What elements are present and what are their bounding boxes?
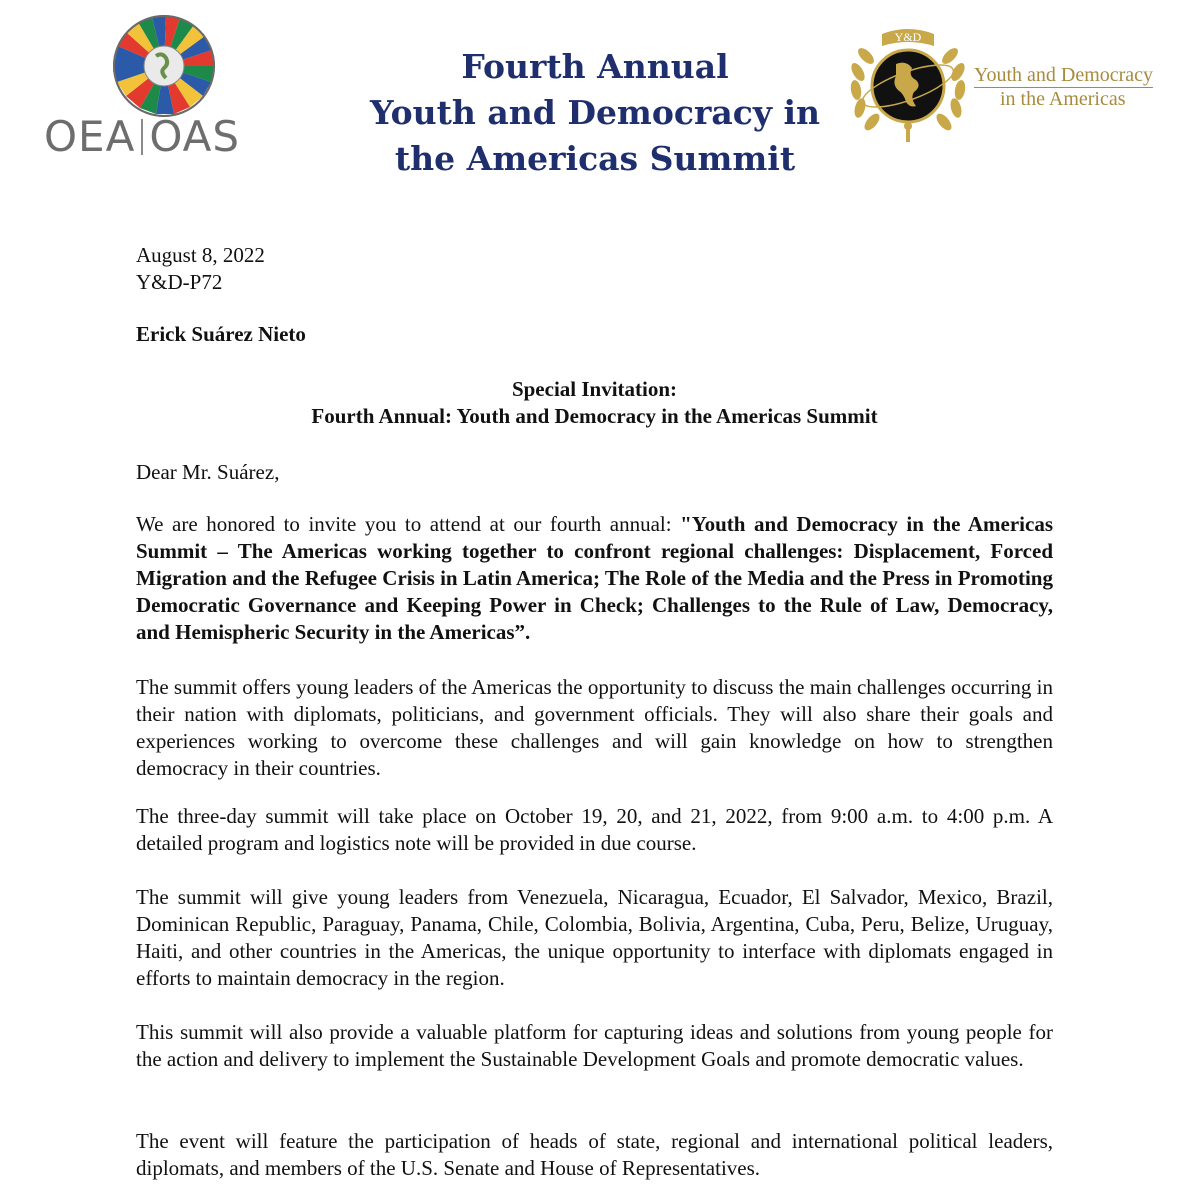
paragraph-schedule: The three-day summit will take place on October 19, 20, and 21, 2022, from 9:00 a.m. to 4:00 p.m. A detailed program and logistics note will be provided in due course. (136, 804, 1053, 855)
yd-wordmark (974, 64, 1153, 110)
title-line-1: Fourth Annual (461, 47, 729, 86)
paragraph-summit-offers: The summit offers young leaders of the Americas the opportunity to discuss the main challenges occurring in their nation with diplomats, politicians, and government officials. They will also share their goals and experiences working to overcome these challenges and will gain knowledge on how to strengthen democracy in their countries. (136, 675, 1053, 780)
letter-date: August 8, 2022 (136, 243, 265, 267)
yd-emblem-text: Y&D (894, 30, 922, 44)
salutation: Dear Mr. Suárez, (136, 460, 280, 484)
oas-wordmark-left: OEA (44, 112, 136, 161)
subject-line-2: Fourth Annual: Youth and Democracy in the Americas Summit (311, 404, 878, 428)
title-line-2: Youth and Democracy in (369, 93, 821, 132)
title-line-3: the Americas Summit (394, 139, 796, 178)
paragraph-countries: The summit will give young leaders from Venezuela, Nicaragua, Ecuador, El Salvador, Mexico, Brazil, Dominican Republic, Paraguay, Panama, Chile, Colombia, Bolivia, Argentina, Cuba, Peru, Belize, Uruguay, Haiti, and other countries in the Americas, the unique opportunity to interface with diplomats engaged in efforts to maintain democracy in the region. (136, 885, 1053, 990)
letter-subject (136, 376, 1053, 430)
oas-wordmark-divider (141, 119, 143, 155)
oas-logo (40, 8, 250, 161)
paragraph-participants: The event will feature the participation of heads of state, regional and international political leaders, diplomats, and members of the U.S. Senate and House of Representatives. (136, 1129, 1053, 1180)
subject-line-1: Special Invitation: (511, 377, 678, 401)
summit-title (360, 44, 830, 182)
oas-seal-icon (92, 8, 237, 118)
yd-wordmark-line-1: Youth and Democracy (974, 64, 1154, 86)
yd-wordmark-line-2: in the Americas (1000, 88, 1126, 110)
letter-reference: Y&D-P72 (136, 270, 223, 294)
letter-date-block (136, 242, 265, 296)
paragraph-invitation-summit-title: "Youth and Democracy in the Americas Summit – The Americas working together to confront regional challenges: Displacement, Forced Migration and the Refugee Crisis in Latin America; The Role of the Media and the Press in Promoting Democratic Governance and Keeping Power in Check; Challenges to the Rule of Law, Democracy, and Hemispheric Security in the Americas”. (136, 512, 1054, 644)
yd-globe-emblem-icon (842, 20, 974, 148)
oas-wordmark-right: OAS (149, 112, 241, 161)
paragraph-platform: This summit will also provide a valuable platform for capturing ideas and solutions from young people for the action and delivery to implement the Sustainable Development Goals and promote democratic values. (136, 1020, 1053, 1071)
paragraph-invitation (136, 511, 1053, 646)
yd-logo (842, 20, 1182, 150)
oas-wordmark (44, 112, 254, 161)
recipient-name: Erick Suárez Nieto (136, 322, 306, 346)
paragraph-invitation-intro: We are honored to invite you to attend at our fourth annual: (136, 512, 681, 536)
